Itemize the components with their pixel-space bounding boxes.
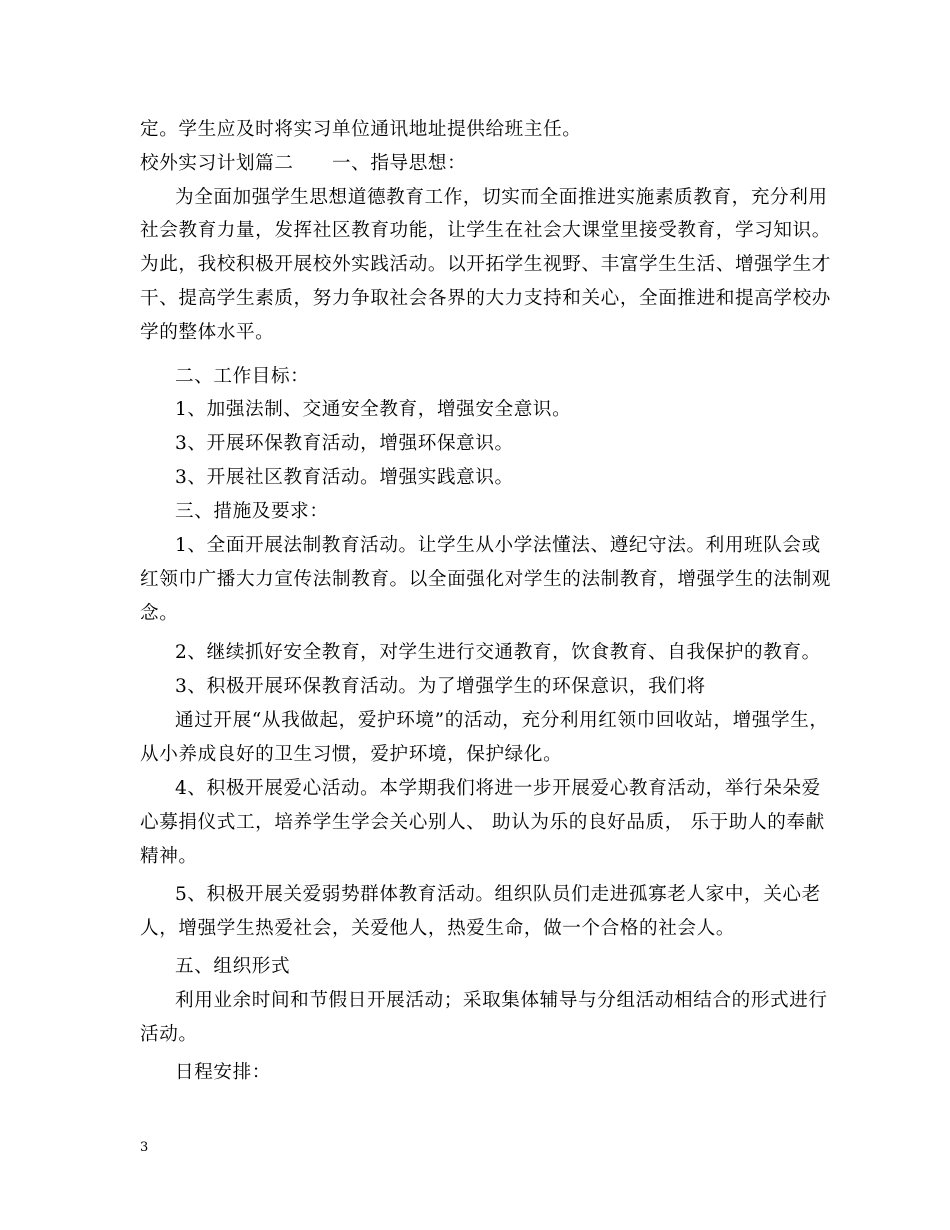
text-line: 利用业余时间和节假日开展活动；采取集体辅导与分组活动相结合的形式进行 (175, 990, 828, 1011)
text-line: 2、继续抓好安全教育，对学生进行交通教育，饮食教育、自我保护的教育。 (175, 642, 821, 663)
text-line: 念。 (140, 603, 179, 624)
list-item: 3、开展社区教育活动。增强实践意识。 (175, 467, 514, 488)
text-line: 活动。 (140, 1024, 198, 1045)
page-number: 3 (140, 1140, 149, 1155)
text-line: 定。学生应及时将实习单位通讯地址提供给班主任。 (140, 119, 582, 140)
text-line: 通过开展“从我做起，爱护环境”的活动，充分利用红领巾回收站，增强学生， (175, 710, 829, 731)
text-line: 社会教育力量，发挥社区教育功能，让学生在社会大课堂里接受教育，学习知识。 (140, 220, 831, 241)
list-item: 1、加强法制、交通安全教育，增强安全意识。 (175, 399, 572, 420)
text-line: 5、积极开展关爱弱势群体教育活动。组织队员们走进孤寡老人家中，关心老 (175, 884, 821, 905)
section-heading: 三、措施及要求： (175, 501, 329, 522)
text-line: 精神。 (140, 846, 198, 867)
text-line: 3、积极开展环保教育活动。为了增强学生的环保意识，我们将 (175, 676, 706, 697)
text-line: 4、积极开展爱心活动。本学期我们将进一步开展爱心教育活动，举行朵朵爱 (175, 778, 821, 799)
text-line: 心募捐仪式工，培养学生学会关心别人、 助认为乐的良好品质， 乐于助人的奉献 (140, 812, 825, 833)
section-heading: 校外实习计划篇二 一、指导思想： (140, 153, 467, 174)
text-line: 为此，我校积极开展校外实践活动。以开拓学生视野、丰富学生生活、增强学生才 (140, 254, 831, 275)
section-heading: 五、组织形式 (175, 956, 291, 977)
text-line: 1、全面开展法制教育活动。让学生从小学法懂法、遵纪守法。利用班队会或 (175, 535, 821, 556)
text-line: 学的整体水平。 (140, 322, 275, 343)
text-line: 从小养成良好的卫生习惯，爱护环境，保护绿化。 (140, 744, 563, 765)
section-heading: 二、工作目标： (175, 366, 310, 387)
text-line: 红领巾广播大力宣传法制教育。以全面强化对学生的法制教育，增强学生的法制观 (140, 569, 831, 590)
text-line: 干、提高学生素质，努力争取社会各界的大力支持和关心，全面推进和提高学校办 (140, 288, 831, 309)
text-line: 为全面加强学生思想道德教育工作，切实而全面推进实施素质教育，充分利用 (175, 187, 828, 208)
text-line: 人，增强学生热爱社会，关爱他人，热爱生命，做一个合格的社会人。 (140, 918, 736, 939)
list-item: 3、开展环保教育活动，增强环保意识。 (175, 433, 514, 454)
section-heading: 日程安排： (175, 1062, 271, 1083)
